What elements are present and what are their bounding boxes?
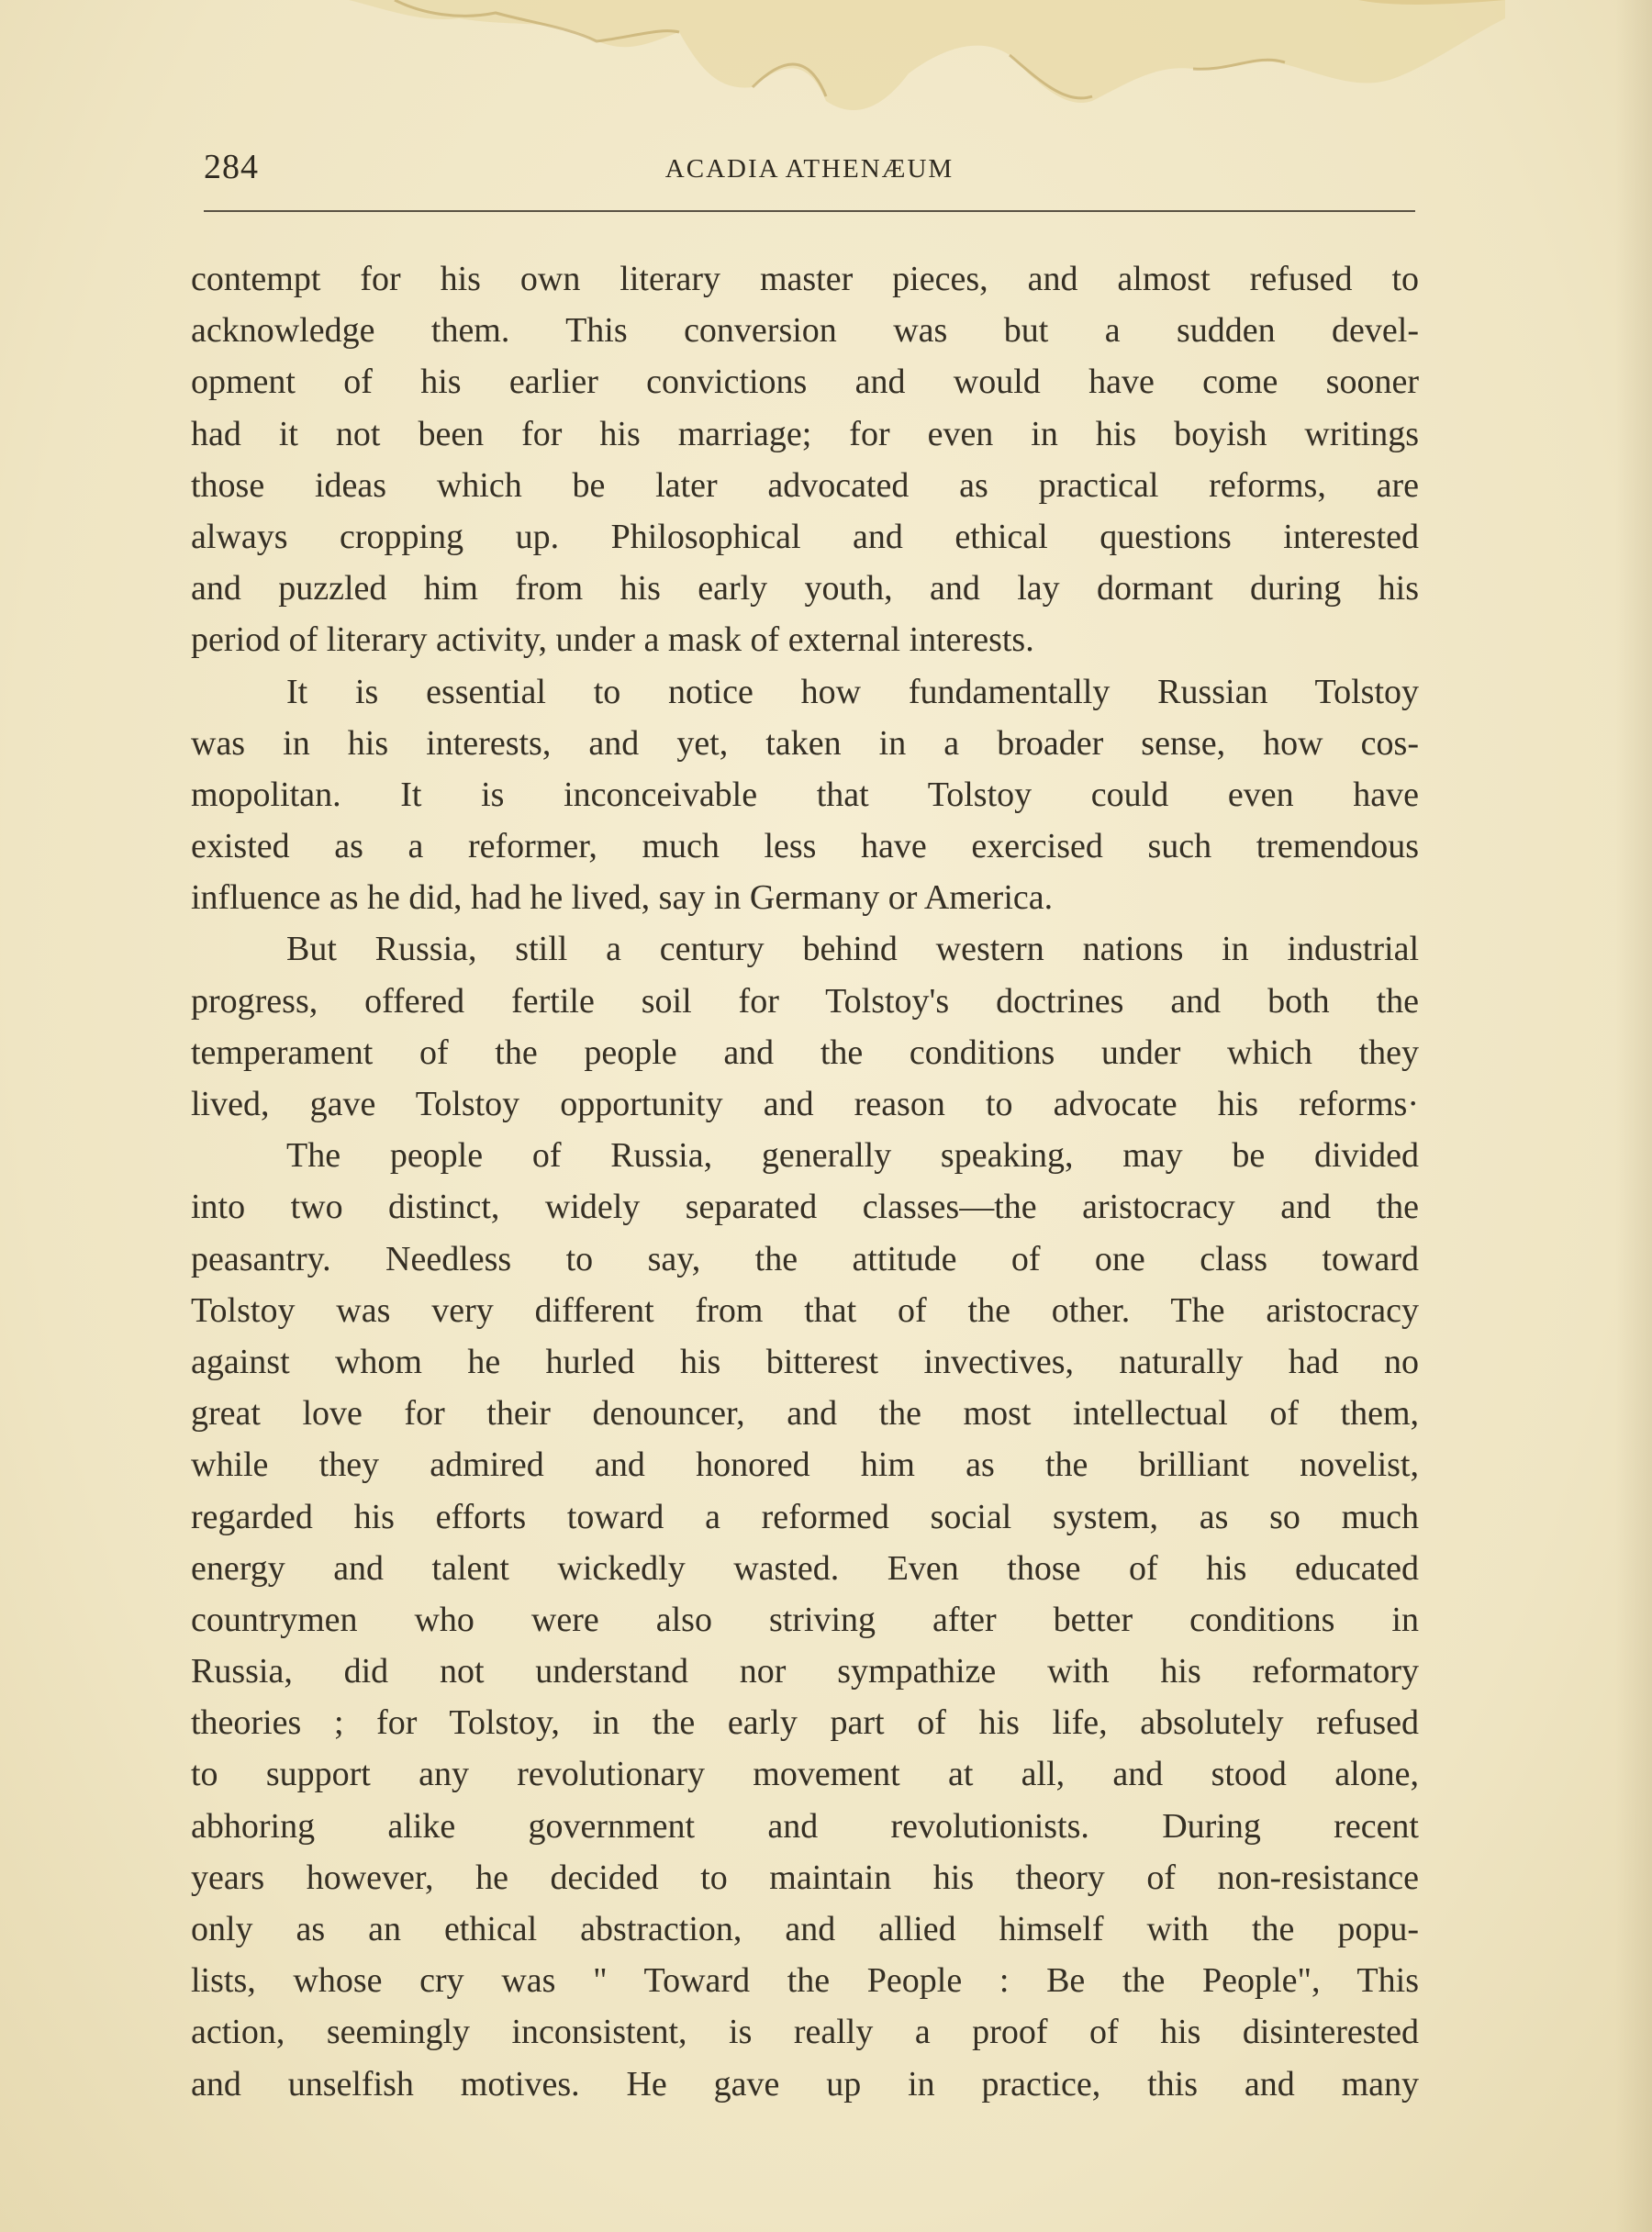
text-line: mopolitan. It is inconceivable that Tolstoy could even have bbox=[191, 775, 1419, 814]
text-line: always cropping up. Philosophical and ethical questions interested bbox=[191, 517, 1419, 556]
text-line: theories ; for Tolstoy, in the early part of his life, absolutely refused bbox=[191, 1703, 1419, 1743]
page-header bbox=[204, 147, 1415, 202]
text-line: progress, offered fertile soil for Tolstoy's doctrines and both the bbox=[191, 981, 1419, 1021]
header-rule bbox=[204, 210, 1415, 212]
text-line: existed as a reformer, much less have exercised such tremendous bbox=[191, 827, 1419, 866]
text-line: great love for their denouncer, and the most intellectual of them, bbox=[191, 1394, 1419, 1434]
text-line: temperament of the people and the conditions under which they bbox=[191, 1032, 1419, 1072]
body-text bbox=[191, 253, 1419, 2110]
text-line: Tolstoy was very different from that of the other. The aristocracy bbox=[191, 1290, 1419, 1330]
text-line: those ideas which be later advocated as practical reforms, are bbox=[191, 465, 1419, 505]
text-line: action, seemingly inconsistent, is really a proof of his disinterested bbox=[191, 2013, 1419, 2052]
text-line: It is essential to notice how fundamentally Russian Tolstoy bbox=[286, 672, 1419, 711]
running-head: ACADIA ATHENÆUM bbox=[664, 154, 954, 184]
text-line: while they admired and honored him as the brilliant novelist, bbox=[191, 1445, 1419, 1485]
text-line: and unselfish motives. He gave up in practice, this and many bbox=[191, 2064, 1419, 2104]
text-line: peasantry. Needless to say, the attitude of one class toward bbox=[191, 1239, 1419, 1278]
text-line: lists, whose cry was " Toward the People : Be the People", This bbox=[191, 1961, 1419, 2001]
text-line: Russia, did not understand nor sympathize with his reformatory bbox=[191, 1652, 1419, 1691]
text-line: energy and talent wickedly wasted. Even those of his educated bbox=[191, 1548, 1419, 1588]
text-line: But Russia, still a century behind western nations in industrial bbox=[286, 930, 1419, 969]
page-number: 284 bbox=[204, 148, 259, 186]
text-line: regarded his efforts toward a reformed social system, as so much bbox=[191, 1497, 1419, 1536]
text-line: had it not been for his marriage; for even in his boyish writings bbox=[191, 414, 1419, 453]
text-line: into two distinct, widely separated classes—the aristocracy and the bbox=[191, 1188, 1419, 1227]
text-line: to support any revolutionary movement at all, and stood alone, bbox=[191, 1755, 1419, 1794]
text-line: was in his interests, and yet, taken in a broader sense, how cos- bbox=[191, 723, 1419, 763]
text-line: contempt for his own literary master pieces, and almost refused to bbox=[191, 260, 1419, 298]
text-line: opment of his earlier convictions and would have come sooner bbox=[191, 363, 1419, 402]
text-line: period of literary activity, under a mask of external interests. bbox=[191, 620, 1034, 660]
text-line: years however, he decided to maintain his theory of non-resistance bbox=[191, 1858, 1419, 1897]
text-line: lived, gave Tolstoy opportunity and reason to advocate his reforms· bbox=[191, 1085, 1419, 1123]
text-line: abhoring alike government and revolutionists. During recent bbox=[191, 1806, 1419, 1846]
text-line: only as an ethical abstraction, and allied himself with the popu- bbox=[191, 1910, 1419, 1948]
text-line: countrymen who were also striving after better conditions in bbox=[191, 1600, 1419, 1639]
text-line: The people of Russia, generally speaking, may be divided bbox=[286, 1136, 1419, 1176]
page-edge-shadow bbox=[1615, 0, 1652, 2232]
text-line: and puzzled him from his early youth, and lay dormant during his bbox=[191, 569, 1419, 608]
text-line: influence as he did, had he lived, say in Germany or America. bbox=[191, 878, 1054, 918]
text-line: against whom he hurled his bitterest invectives, naturally had no bbox=[191, 1342, 1419, 1381]
text-line: acknowledge them. This conversion was but a sudden devel- bbox=[191, 311, 1419, 351]
